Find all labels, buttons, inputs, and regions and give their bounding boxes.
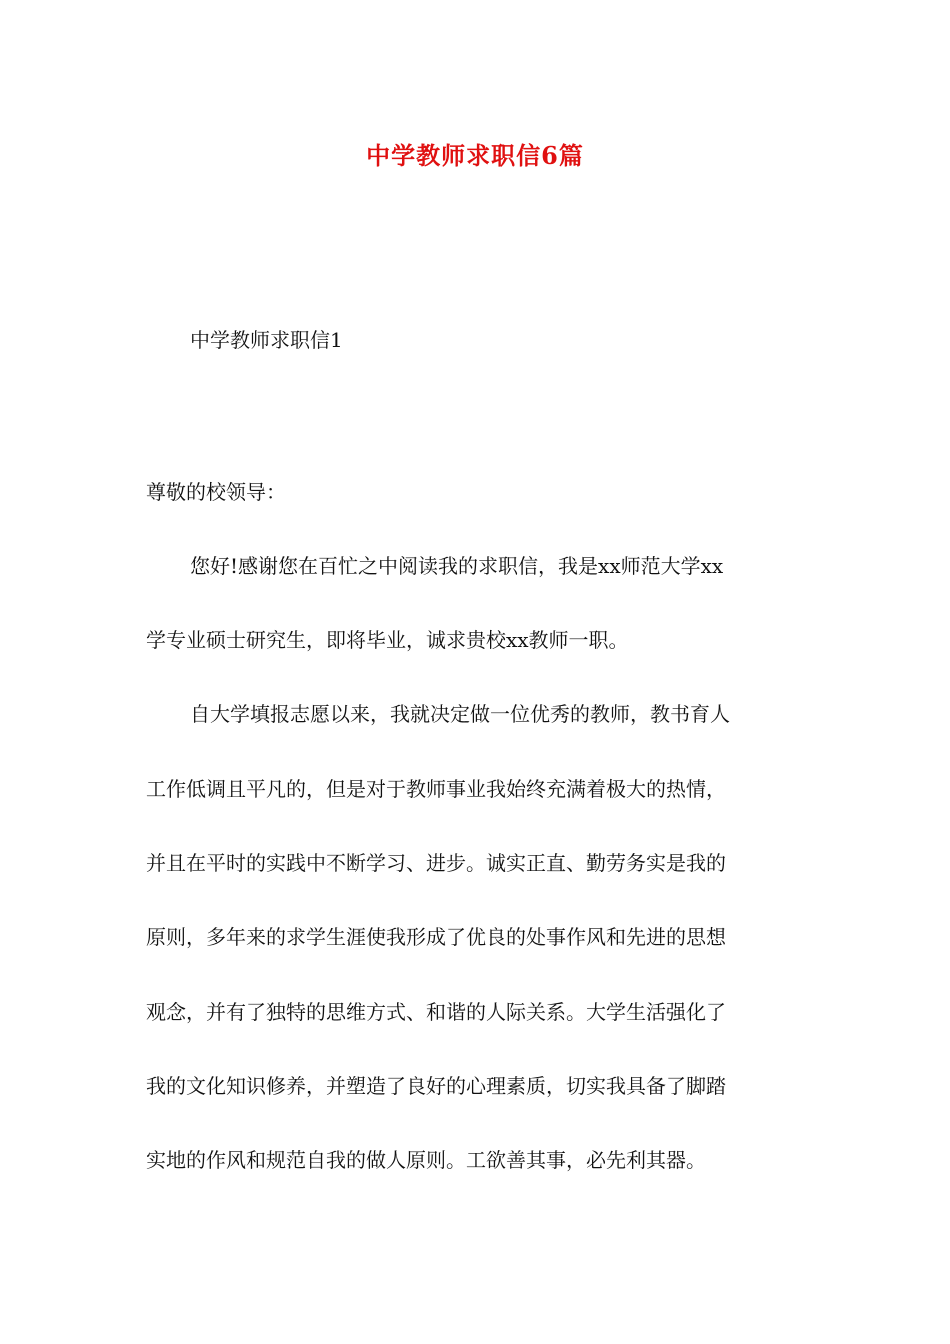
paragraph-line: 观念，并有了独特的思维方式、和谐的人际关系。大学生活强化了 <box>146 1000 726 1024</box>
paragraph-line: 工作低调且平凡的，但是对于教师事业我始终充满着极大的热情， <box>146 777 726 801</box>
section-heading: 中学教师求职信1 <box>190 328 343 352</box>
salutation: 尊敬的校领导： <box>146 480 286 504</box>
paragraph-line: 原则，多年来的求学生涯使我形成了优良的处事作风和先进的思想 <box>146 925 726 949</box>
paragraph-line: 实地的作风和规范自我的做人原则。工欲善其事，必先利其器。 <box>146 1148 706 1172</box>
paragraph-line: 并且在平时的实践中不断学习、进步。诚实正直、勤劳务实是我的 <box>146 851 726 875</box>
paragraph-line: 自大学填报志愿以来，我就决定做一位优秀的教师，教书育人 <box>190 702 730 726</box>
paragraph-line: 您好!感谢您在百忙之中阅读我的求职信，我是xx师范大学xx <box>190 554 724 578</box>
paragraph-line: 学专业硕士研究生，即将毕业，诚求贵校xx教师一职。 <box>146 628 629 652</box>
document-title: 中学教师求职信6篇 <box>366 141 584 170</box>
paragraph-line: 我的文化知识修养，并塑造了良好的心理素质，切实我具备了脚踏 <box>146 1074 726 1098</box>
